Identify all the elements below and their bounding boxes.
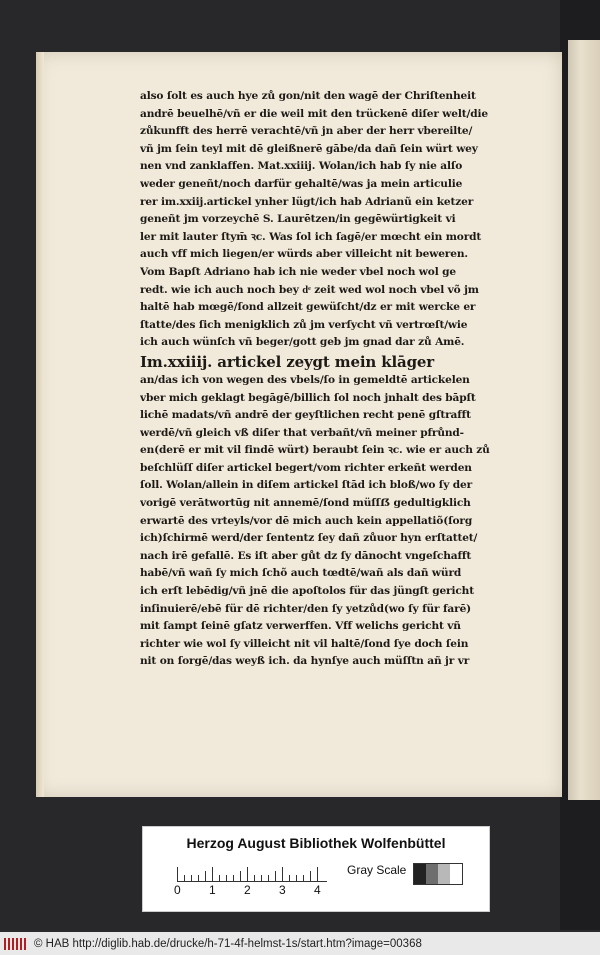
ruler-tick [233, 875, 234, 881]
gray-swatch [414, 864, 426, 884]
ruler-tick [226, 875, 227, 881]
text-line: also ſolt es auch hye zů gon/nit den wagē der Chriſtenheit [140, 90, 476, 102]
gray-swatch [438, 864, 450, 884]
ruler-tick [261, 875, 262, 881]
ruler-number: 0 [174, 883, 181, 897]
text-line: vorigē verātwortūg nit annemē/ſond müſſẞ gedultigklich [140, 497, 471, 510]
facing-page-edge [568, 40, 600, 800]
text-line: auch vff mich liegen/er würds aber villeicht nit beweren. [140, 248, 468, 261]
text-line: Vom Bapſt Adriano hab ich nie weder vbel noch wol ge [140, 265, 456, 278]
ruler-tick [317, 867, 318, 881]
article-heading: Im.xxiiij. artickel zeygt mein klāger [140, 352, 435, 371]
ruler-tick [184, 875, 185, 881]
gray-swatch [450, 864, 462, 884]
text-line: vber mich geklagt begāgē/billich ſol noch jnhalt des bāpſt [140, 391, 476, 404]
page-gutter [36, 52, 44, 797]
text-line: lichē madats/vñ andrē der geyſtlichen recht penē gſtrafft [140, 409, 471, 422]
ruler-tick [268, 875, 269, 881]
text-line: redt. wie ich auch noch bey dͤ zeit wed wol noch vbel võ jm [140, 283, 479, 296]
ruler-tick [198, 875, 199, 881]
hab-logo-icon [4, 938, 28, 950]
scale-ruler [177, 861, 327, 882]
text-line: werdē/vñ gleich vß diſer that verbañt/vñ meiner pfrůnd- [140, 426, 464, 439]
footer-bar [0, 932, 600, 955]
text-line: mit ſampt ſeinē gſatz verwerffen. Vff welichs gericht vñ [140, 620, 461, 633]
ruler-tick [296, 875, 297, 881]
text-line: andrē beuelhē/vñ er die weil mit den trückenē diſer welt/die [140, 107, 488, 120]
gray-scale-swatches [413, 863, 463, 885]
ruler-tick [177, 867, 178, 881]
text-line: ich)ſchirmē werd/der ſententz ſey dañ zůuor hyn erſtattet/ [140, 532, 478, 545]
ruler-tick [219, 875, 220, 881]
ruler-tick [282, 867, 283, 881]
ruler-tick [247, 867, 248, 881]
text-line: ich auch wünſch vñ beger/gott geb jm gnad dar zů Amē. [140, 336, 465, 349]
library-color-target [142, 826, 490, 912]
ruler-number: 2 [244, 883, 251, 897]
text-line: nach irē gefallē. Es iſt aber gůt dz ſy dānocht vngeſchafft [140, 549, 472, 562]
page-text [140, 88, 552, 671]
ruler-tick [212, 867, 213, 881]
text-line: nit on ſorgē/das weyß ich. da hynſye auch müſſtn añ jr vr [140, 655, 470, 668]
ruler-number: 1 [209, 883, 216, 897]
text-line: inſinuierē/ebē für dē richter/den ſy yetzůd(wo ſy für farē) [140, 602, 472, 615]
text-line: ſtatte/des ſich menigklich zů jm verſycht vñ vertrœſt/wie [140, 318, 468, 331]
ruler-tick [303, 875, 304, 881]
text-line: haltē hab mœgē/ſond allzeit gewüſcht/dz er mit wercke er [140, 301, 476, 314]
text-line: beſchlüſſ diſer artickel begert/vom richter erkeñt werden [140, 461, 472, 474]
text-line: ich erſt lebēdig/vñ jnē die apoſtolos für das jüngſt gericht [140, 585, 474, 598]
footer-url[interactable]: © HAB http://diglib.hab.de/drucke/h-71-4f-helmst-1s/start.htm?image=00368 [34, 937, 422, 950]
text-line: weder geneñt/noch darfür gehaltē/was ja mein articulie [140, 177, 463, 190]
library-name: Herzog August Bibliothek Wolfenbüttel [186, 835, 446, 851]
text-line: an/das ich von wegen des vbels/ſo in gemeldtē artickelen [140, 373, 470, 386]
ruler-tick [289, 875, 290, 881]
ruler-tick [254, 875, 255, 881]
gray-scale-label: Gray Scale [347, 863, 407, 877]
text-line: rer im.xxiij.artickel ynher lügt/ich hab Adrianũ ein ketzer [140, 195, 474, 208]
ruler-number: 3 [279, 883, 286, 897]
ruler-number: 4 [314, 883, 321, 897]
text-line: en(derē er mit vil findē würt) beraubt ſein ꝛc. wie er auch zů [140, 444, 490, 457]
text-line: zůkunfft des herrē verachtē/vñ jn aber der herr vbereilte/ [140, 125, 473, 138]
text-line: erwartē des vrteyls/vor dē mich auch kein appellatiõ(ſorg [140, 514, 473, 527]
ruler-tick [275, 871, 276, 881]
ruler-tick [205, 871, 206, 881]
text-line: ler mit lauter ſtym̄ ꝛc. Was ſol ich ſagē/er mœcht ein mordt [140, 230, 482, 243]
ruler-tick [310, 871, 311, 881]
text-line: geneñt jm vorzeychē S. Laurētzen/in gegēwürtigkeit vi [140, 213, 456, 226]
text-line: nen vnd zanklaffen. Mat.xxiiij. Wolan/ich hab ſy nie alſo [140, 160, 463, 173]
text-line: richter wie wol ſy villeicht nit vil haltē/ſond ſye doch ſein [140, 637, 469, 650]
gray-swatch [426, 864, 438, 884]
text-line: vñ jm ſein teyl mit dē gleißnerē gābe/da dañ ſein würt wey [140, 142, 478, 155]
text-line: ſoll. Wolan/allein in diſem artickel ſtād ich bloß/wo ſy der [140, 479, 473, 492]
ruler-tick [191, 875, 192, 881]
text-line: habē/vñ wañ ſy mich ſchõ auch tœdtē/wañ als dañ würd [140, 567, 462, 580]
ruler-tick [240, 871, 241, 881]
